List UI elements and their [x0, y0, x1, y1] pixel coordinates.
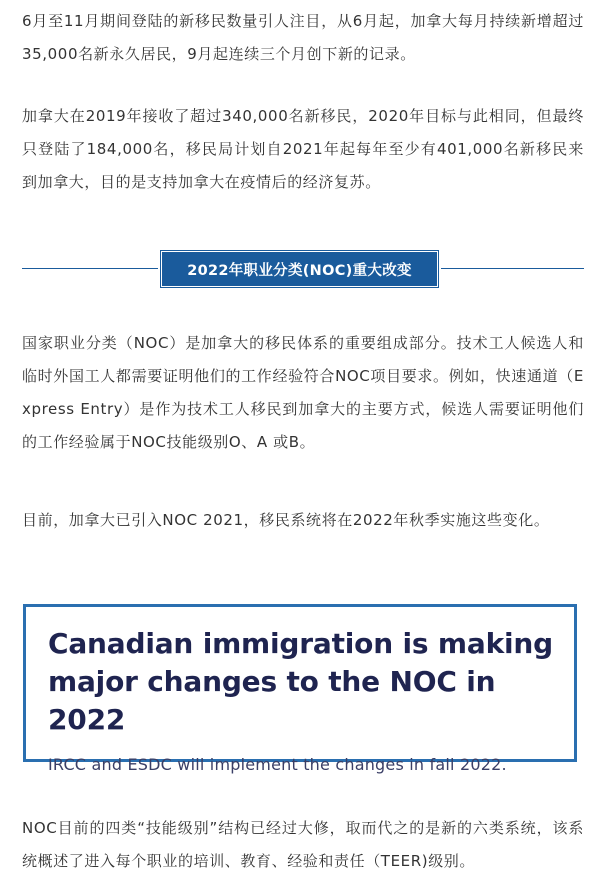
banner-subtext: IRCC and ESDC will implement the changes in fall 2022.	[48, 755, 507, 774]
section-title: 2022年职业分类(NOC)重大改变	[161, 251, 438, 287]
banner-headline: Canadian immigration is making major changes to the NOC in 2022	[48, 627, 553, 736]
intro-paragraph-1: 6月至11月期间登陆的新移民数量引人注目，从6月起，加拿大每月持续新增超过35,000名新永久居民，9月起连续三个月创下新的记录。	[22, 12, 584, 63]
section-title-box	[158, 248, 441, 290]
noc-banner-image	[23, 604, 577, 774]
noc-paragraph: 国家职业分类（NOC）是加拿大的移民体系的重要组成部分。技术工人候选人和临时外国工人都需要证明他们的工作经验符合NOC项目要求。例如，快速通道（Express Entry）是作为技术工人移民到加拿大的主要方式，候选人需要证明他们的工作经验属于NOC技能级别O、A 或B。	[22, 334, 584, 451]
section-header	[22, 248, 584, 290]
noc-2021-paragraph: 目前，加拿大已引入NOC 2021，移民系统将在2022年秋季实施这些变化。	[22, 511, 550, 529]
intro-paragraph-2: 加拿大在2019年接收了超过340,000名新移民，2020年目标与此相同，但最终只登陆了184,000名，移民局计划自2021年起每年至少有401,000名新移民来到加拿大，目的是支持加拿大在疫情后的经济复苏。	[22, 107, 584, 191]
teer-paragraph: NOC目前的四类“技能级别”结构已经过大修，取而代之的是新的六类系统，该系统概述了进入每个职业的培训、教育、经验和责任（TEER)级别。	[22, 819, 584, 870]
